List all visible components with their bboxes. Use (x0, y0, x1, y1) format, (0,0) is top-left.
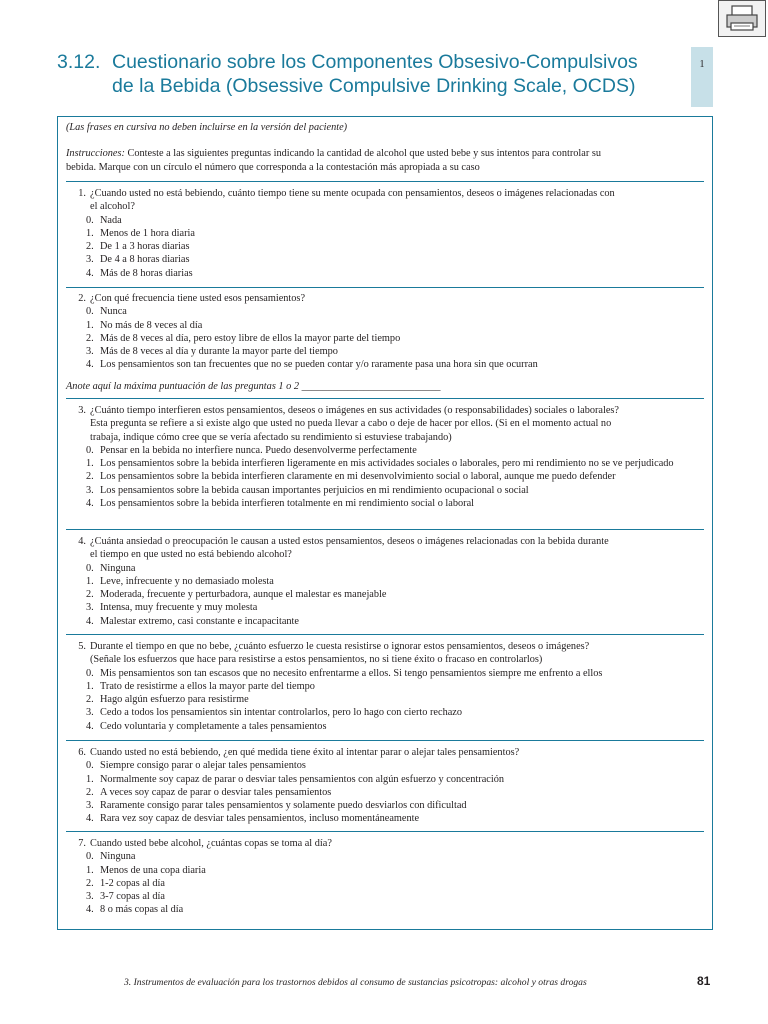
answer-option[interactable] (66, 759, 704, 772)
option-text: Nada (100, 214, 122, 226)
option-number: 4. (86, 267, 94, 279)
instructions-text-1: Conteste a las siguientes preguntas indicando la cantidad de alcohol que usted bebe y sus intentos para controlar su (127, 148, 602, 160)
question-number: 5. (78, 641, 86, 652)
answer-option[interactable] (66, 562, 704, 575)
option-text: De 1 a 3 horas diarias (100, 241, 190, 253)
answer-option[interactable] (66, 332, 704, 345)
question-6 (66, 746, 704, 826)
question-text: ¿Cuánta ansiedad o preocupación le causan a usted estos pensamientos, deseos o imágenes relacionadas con la bebida durante (90, 536, 609, 547)
answer-option[interactable] (66, 457, 704, 470)
question-number: 1. (78, 188, 86, 199)
option-number: 1. (86, 680, 94, 692)
option-text: Mis pensamientos son tan escasos que no necesito enfrentarme a ellos. Si tengo pensamientos siempre me enfrento a ellos (100, 667, 603, 679)
option-text: Normalmente soy capaz de parar o desviar tales pensamientos con algún esfuerzo y concentración (100, 773, 504, 785)
divider (66, 831, 704, 832)
answer-option[interactable] (66, 693, 704, 706)
option-text: 8 o más copas al día (100, 904, 184, 916)
divider (66, 634, 704, 635)
title-line-2: de la Bebida (Obsessive Compulsive Drinking Scale, OCDS) (112, 75, 636, 97)
question-1 (66, 187, 704, 280)
option-text: Trato de resistirme a ellos la mayor parte del tiempo (100, 680, 315, 692)
answer-option[interactable] (66, 214, 704, 227)
option-text: Intensa, muy frecuente y muy molesta (100, 602, 258, 614)
answer-option[interactable] (66, 720, 704, 733)
instructions-label: Instrucciones: (66, 148, 125, 160)
option-number: 4. (86, 720, 94, 732)
question-text: Esta pregunta se refiere a si existe algo que usted no pueda llevar a cabo o deje de hacer por ellos. (Si en el momento actual no (90, 418, 612, 430)
option-number: 3. (86, 707, 94, 719)
answer-option[interactable] (66, 680, 704, 693)
option-number: 3. (86, 891, 94, 903)
option-number: 2. (86, 877, 94, 889)
answer-option[interactable] (66, 267, 704, 280)
answer-option[interactable] (66, 903, 704, 916)
option-number: 4. (86, 904, 94, 916)
title-line-1: Cuestionario sobre los Componentes Obsesivo-Compulsivos (112, 51, 638, 73)
option-text: A veces soy capaz de parar o desviar tales pensamientos (100, 786, 332, 798)
option-text: Ninguna (100, 562, 136, 574)
answer-option[interactable] (66, 227, 704, 240)
question-text: (Señale los esfuerzos que hace para resistirse a estos pensamientos, no si tiene éxito o fracaso en controlarlos) (90, 654, 543, 666)
option-number: 1. (86, 458, 94, 470)
option-number: 1. (86, 864, 94, 876)
option-number: 0. (86, 851, 94, 863)
option-number: 0. (86, 562, 94, 574)
question-text: ¿Con qué frecuencia tiene usted esos pensamientos? (90, 293, 306, 304)
answer-option[interactable] (66, 877, 704, 890)
answer-option[interactable] (66, 667, 704, 680)
answer-option[interactable] (66, 358, 704, 371)
option-text: Los pensamientos sobre la bebida interfieren totalmente en mi rendimiento social o laboral (100, 498, 475, 510)
answer-option[interactable] (66, 799, 704, 812)
question-number: 7. (78, 838, 86, 849)
answer-option[interactable] (66, 575, 704, 588)
answer-option[interactable] (66, 864, 704, 877)
option-text: Menos de 1 hora diaria (100, 227, 195, 239)
option-text: 1-2 copas al día (100, 877, 165, 889)
printer-icon (719, 1, 765, 36)
option-number: 2. (86, 589, 94, 601)
option-text: Más de 8 horas diarias (100, 267, 193, 279)
option-number: 2. (86, 694, 94, 706)
divider (66, 398, 704, 399)
divider (66, 529, 704, 530)
option-text: Los pensamientos sobre la bebida interfieren ligeramente en mis actividades sociales o laborales, pero mi rendimiento no se ve perjudicado (100, 458, 674, 470)
footer-running-title: 3. Instrumentos de evaluación para los trastornos debidos al consumo de sustancias psicotropas: alcohol y otras drogas (124, 977, 587, 988)
answer-option[interactable] (66, 588, 704, 601)
option-text: Los pensamientos son tan frecuentes que no se pueden contar y/o raramente pasa una hora sin que ocurran (100, 359, 538, 371)
option-number: 1. (86, 227, 94, 239)
answer-option[interactable] (66, 240, 704, 253)
option-number: 3. (86, 484, 94, 496)
option-text: Ninguna (100, 851, 136, 863)
option-text: Nunca (100, 306, 127, 318)
option-text: Leve, infrecuente y no demasiado molesta (100, 575, 274, 587)
option-text: Menos de una copa diaria (100, 864, 206, 876)
intro-note: (Las frases en cursiva no deben incluirse en la versión del paciente) (66, 122, 348, 133)
option-number: 0. (86, 760, 94, 772)
option-text: Malestar extremo, casi constante e incapacitante (100, 615, 299, 627)
answer-option[interactable] (66, 484, 704, 497)
score-note: Anote aquí la máxima puntuación de las preguntas 1 o 2 ___________________________ (66, 380, 441, 392)
question-text: el alcohol? (90, 201, 135, 213)
instructions-line-1 (66, 147, 704, 160)
option-text: Rara vez soy capaz de desviar tales pensamientos, incluso momentáneamente (100, 813, 420, 825)
answer-option[interactable] (66, 470, 704, 483)
option-number: 1. (86, 319, 94, 331)
answer-option[interactable] (66, 850, 704, 863)
option-text: Más de 8 veces al día y durante la mayor parte del tiempo (100, 346, 338, 358)
intro-section (66, 121, 704, 174)
option-text: Raramente consigo parar tales pensamientos y solamente puedo desviarlos con dificultad (100, 800, 467, 812)
option-number: 0. (86, 306, 94, 318)
option-number: 3. (86, 346, 94, 358)
option-number: 4. (86, 359, 94, 371)
option-number: 2. (86, 471, 94, 483)
divider (66, 740, 704, 741)
option-text: 3-7 copas al día (100, 891, 165, 903)
section-number: 3.12. (57, 51, 101, 73)
question-5 (66, 640, 704, 733)
answer-option[interactable] (66, 773, 704, 786)
answer-option[interactable] (66, 305, 704, 318)
option-number: 0. (86, 444, 94, 456)
option-number: 4. (86, 813, 94, 825)
answer-option[interactable] (66, 812, 704, 825)
answer-option[interactable] (66, 345, 704, 358)
divider (66, 287, 704, 288)
option-number: 0. (86, 667, 94, 679)
question-text: ¿Cuando usted no está bebiendo, cuánto tiempo tiene su mente ocupada con pensamientos, deseos o imágenes relacionadas con (90, 188, 615, 199)
option-number: 1. (86, 773, 94, 785)
divider (66, 181, 704, 182)
question-text: el tiempo en que usted no está bebiendo alcohol? (90, 549, 292, 561)
answer-option[interactable] (66, 601, 704, 614)
question-text: ¿Cuánto tiempo interfieren estos pensamientos, deseos o imágenes en sus actividades (o responsabilidades) sociales o laborales? (90, 405, 619, 416)
option-number: 2. (86, 241, 94, 253)
question-number: 2. (78, 293, 86, 304)
option-number: 4. (86, 498, 94, 510)
question-text: Cuando usted bebe alcohol, ¿cuántas copas se toma al día? (90, 838, 332, 849)
option-text: De 4 a 8 horas diarias (100, 254, 190, 266)
instructions-line-2: bebida. Marque con un círculo el número que corresponda a la contestación más apropiada a su caso (66, 161, 480, 173)
answer-option[interactable] (66, 444, 704, 457)
question-3 (66, 404, 704, 510)
option-text: Los pensamientos sobre la bebida interfieren claramente en mi desenvolvimiento social o laboral, aunque me puedo defender (100, 471, 616, 483)
option-text: Cedo voluntaria y completamente a tales pensamientos (100, 720, 327, 732)
answer-option[interactable] (66, 890, 704, 903)
option-number: 1. (86, 575, 94, 587)
question-number: 4. (78, 536, 86, 547)
question-number: 6. (78, 747, 86, 758)
question-number: 3. (78, 405, 86, 416)
answer-option[interactable] (66, 786, 704, 799)
option-number: 3. (86, 602, 94, 614)
question-7 (66, 837, 704, 917)
question-2 (66, 292, 704, 393)
option-text: Más de 8 veces al día, pero estoy libre de ellos la mayor parte del tiempo (100, 332, 401, 344)
answer-option[interactable] (66, 615, 704, 628)
option-text: Siempre consigo parar o alejar tales pensamientos (100, 760, 306, 772)
option-number: 3. (86, 254, 94, 266)
option-text: Moderada, frecuente y perturbadora, aunque el malestar es manejable (100, 589, 387, 601)
answer-option[interactable] (66, 319, 704, 332)
option-number: 4. (86, 615, 94, 627)
answer-option[interactable] (66, 253, 704, 266)
question-text: Cuando usted no está bebiendo, ¿en qué medida tiene éxito al intentar parar o alejar tales pensamientos? (90, 747, 520, 758)
question-text: Durante el tiempo en que no bebe, ¿cuánto esfuerzo le cuesta resistirse o ignorar estos pensamientos, deseos o imágenes? (90, 641, 590, 652)
print-button[interactable] (718, 0, 766, 37)
chapter-tab (691, 47, 713, 107)
option-text: Pensar en la bebida no interfiere nunca. Puedo desenvolverme perfectamente (100, 444, 417, 456)
option-text: No más de 8 veces al día (100, 319, 203, 331)
page-number: 81 (697, 974, 711, 988)
question-text: trabaja, indique cómo cree que se vería afectado su rendimiento si estuviese trabajando) (90, 431, 452, 443)
option-number: 2. (86, 786, 94, 798)
option-number: 0. (86, 214, 94, 226)
question-4 (66, 535, 704, 628)
answer-option[interactable] (66, 497, 704, 510)
option-text: Cedo a todos los pensamientos sin intentar controlarlos, pero lo hago con cierto rechazo (100, 707, 463, 719)
option-text: Los pensamientos sobre la bebida causan importantes perjuicios en mi rendimiento ocupacional o social (100, 484, 529, 496)
answer-option[interactable] (66, 706, 704, 719)
option-number: 3. (86, 800, 94, 812)
chapter-tab-label: 1 (699, 59, 705, 70)
option-number: 2. (86, 332, 94, 344)
option-text: Hago algún esfuerzo para resistirme (100, 694, 249, 706)
